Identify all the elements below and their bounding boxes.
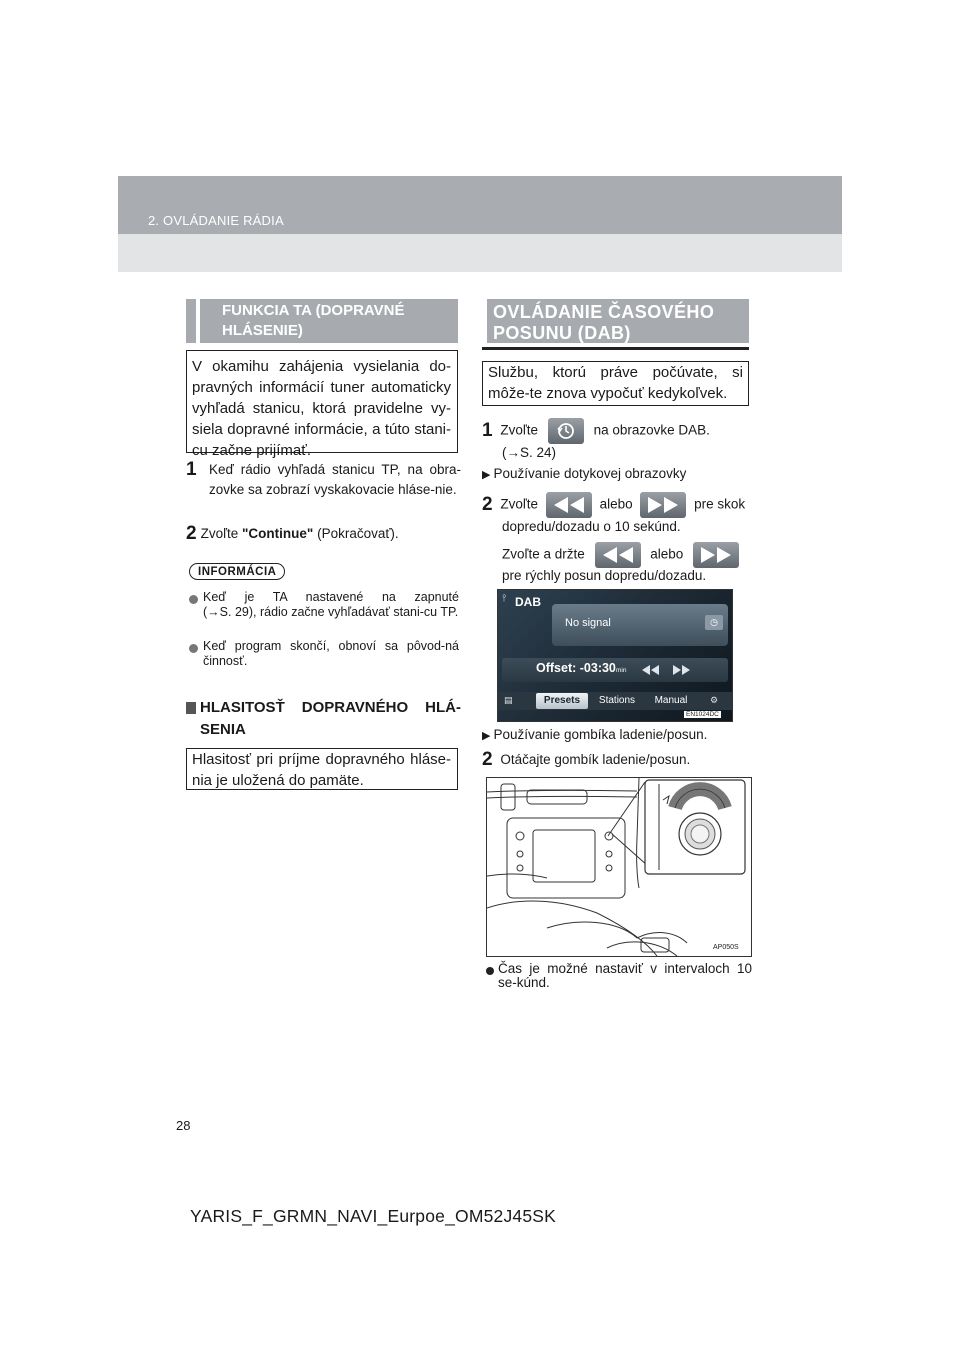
step-number: 1: [482, 419, 493, 441]
page-number: 28: [176, 1118, 191, 1133]
volume-subheading: [186, 697, 461, 741]
step-text-post: pre skok: [694, 496, 746, 512]
continue-label: "Continue": [242, 526, 314, 541]
chapter-title: 2. OVLÁDANIE RÁDIA: [148, 213, 284, 228]
info2-text: Keď program skončí, obnoví sa pôvod-ná činnosť.: [203, 639, 459, 668]
volume-description: Hlasitosť pri príjme dopravného hláse-nia je uložená do pamäte.: [192, 751, 451, 789]
hold-text-mid: alebo: [650, 546, 684, 562]
header-subband: [118, 234, 842, 272]
tab-stations[interactable]: Stations: [598, 695, 636, 706]
step-text: Otáčajte gombík ladenie/posun.: [500, 752, 691, 767]
info1-line-b: (→S. 29), rádio začne vyhľadávať stani-cu TP.: [203, 605, 459, 619]
info-item-2: [189, 639, 459, 669]
step-text: Keď rádio vyhľadá stanicu TP, na obra-zovke sa zobrazí vyskakovacie hláse-nie.: [209, 462, 461, 497]
step-number: 2: [482, 493, 493, 515]
offset-unit: min: [616, 667, 627, 674]
fast-forward-icon: [693, 542, 739, 568]
step-text-post: na obrazovke DAB.: [593, 422, 710, 438]
dashboard-figure: [486, 777, 752, 957]
ta-section-header: [186, 299, 458, 343]
info1-line-a: Keď je TA nastavené na zapnuté: [203, 590, 459, 604]
timeshift-step-3: [482, 750, 690, 770]
timeshift-title-line2: POSUNU (DAB): [493, 323, 631, 343]
step-number: 1: [186, 459, 197, 480]
step-number: 2: [482, 749, 493, 770]
timeshift-title-line1: OVLÁDANIE ČASOVÉHO: [493, 302, 715, 322]
ta-step-1: [186, 460, 461, 500]
knob-heading: [482, 725, 707, 746]
touch-heading-text: Používanie dotykovej obrazovky: [493, 466, 687, 481]
hold-instruction: [502, 542, 752, 568]
timeshift-section-header: [482, 299, 749, 343]
note-text: Čas je možné nastaviť v intervaloch 10 se-kúnd.: [498, 961, 752, 990]
volume-title-line2: SENIA: [200, 721, 246, 738]
step-text-pre: Zvoľte: [500, 422, 539, 438]
ta-title-line2: HLÁSENIE): [222, 322, 303, 339]
tab-presets[interactable]: Presets: [536, 693, 588, 709]
fast-forward-icon[interactable]: [669, 663, 693, 677]
rewind-icon: [546, 492, 592, 518]
bullet-icon: [189, 644, 198, 653]
hold-line2: pre rýchly posun dopredu/dozadu.: [502, 568, 707, 583]
rewind-icon[interactable]: [639, 663, 663, 677]
step-text-mid: alebo: [599, 496, 633, 512]
timeshift-step-1: [482, 418, 752, 444]
square-bullet-icon: [186, 702, 196, 714]
dashboard-illustration: [487, 778, 751, 956]
step2-line2: dopredu/dozadu o 10 sekúnd.: [502, 519, 681, 534]
touchscreen-heading: [482, 464, 686, 485]
note-item: [482, 962, 752, 990]
dab-label: DAB: [515, 595, 541, 609]
triangle-bullet-icon: ▶: [482, 730, 491, 742]
timeshift-description-box: [482, 361, 749, 406]
figure-code: AP050S: [713, 944, 739, 951]
offset-text: Offset: -03:30: [536, 661, 616, 675]
knob-heading-text: Používanie gombíka ladenie/posun.: [493, 727, 708, 742]
antenna-icon: ⫯: [502, 593, 507, 604]
tab-manual[interactable]: Manual: [654, 695, 688, 706]
header-rule: [482, 347, 749, 350]
volume-title-line1: HLASITOSŤ DOPRAVNÉHO HLÁ-: [200, 699, 461, 716]
page-reference: (→S. 24): [502, 445, 557, 460]
figure-code: EN1024DC: [686, 711, 719, 718]
header-accent: [196, 299, 200, 343]
ta-description-box: [186, 350, 458, 459]
bullet-icon: [486, 967, 494, 975]
settings-icon[interactable]: ⚙: [710, 695, 719, 705]
step-number: 2: [186, 523, 197, 544]
bullet-icon: [189, 595, 198, 604]
step-text-post: (Pokračovať).: [313, 526, 399, 541]
header-accent: [482, 299, 487, 343]
no-signal-text: No signal: [565, 617, 611, 629]
rewind-icon: [595, 542, 641, 568]
ta-description: V okamihu zahájenia vysielania do-pravných informácií tuner automaticky vyhľadá stanicu, ktorá pravidelne vy-siela dopravné informácie, a túto stani-cu začne prijímať.: [192, 358, 451, 459]
ta-title-line1: FUNKCIA TA (DOPRAVNÉ: [222, 302, 405, 319]
timeshift-clock-icon[interactable]: ◷: [705, 615, 723, 630]
timeshift-clock-icon: [548, 418, 584, 444]
hold-text-pre: Zvoľte a držte: [502, 546, 585, 562]
source-icon[interactable]: ▤: [504, 695, 513, 705]
fast-forward-icon: [640, 492, 686, 518]
info-item-1: [189, 590, 459, 620]
info-label: INFORMÁCIA: [189, 563, 285, 580]
document-code-footer: YARIS_F_GRMN_NAVI_Eurpoe_OM52J45SK: [190, 1206, 557, 1226]
triangle-bullet-icon: ▶: [482, 469, 491, 481]
dab-screen-figure: [497, 589, 733, 722]
volume-description-box: [186, 748, 458, 790]
ta-step-2: [186, 524, 461, 544]
step-text-pre: Zvoľte: [500, 496, 539, 512]
step-text-pre: Zvoľte: [200, 526, 243, 541]
timeshift-description: Službu, ktorú práve počúvate, si môže-te znova vypočuť kedykoľvek.: [488, 364, 743, 402]
